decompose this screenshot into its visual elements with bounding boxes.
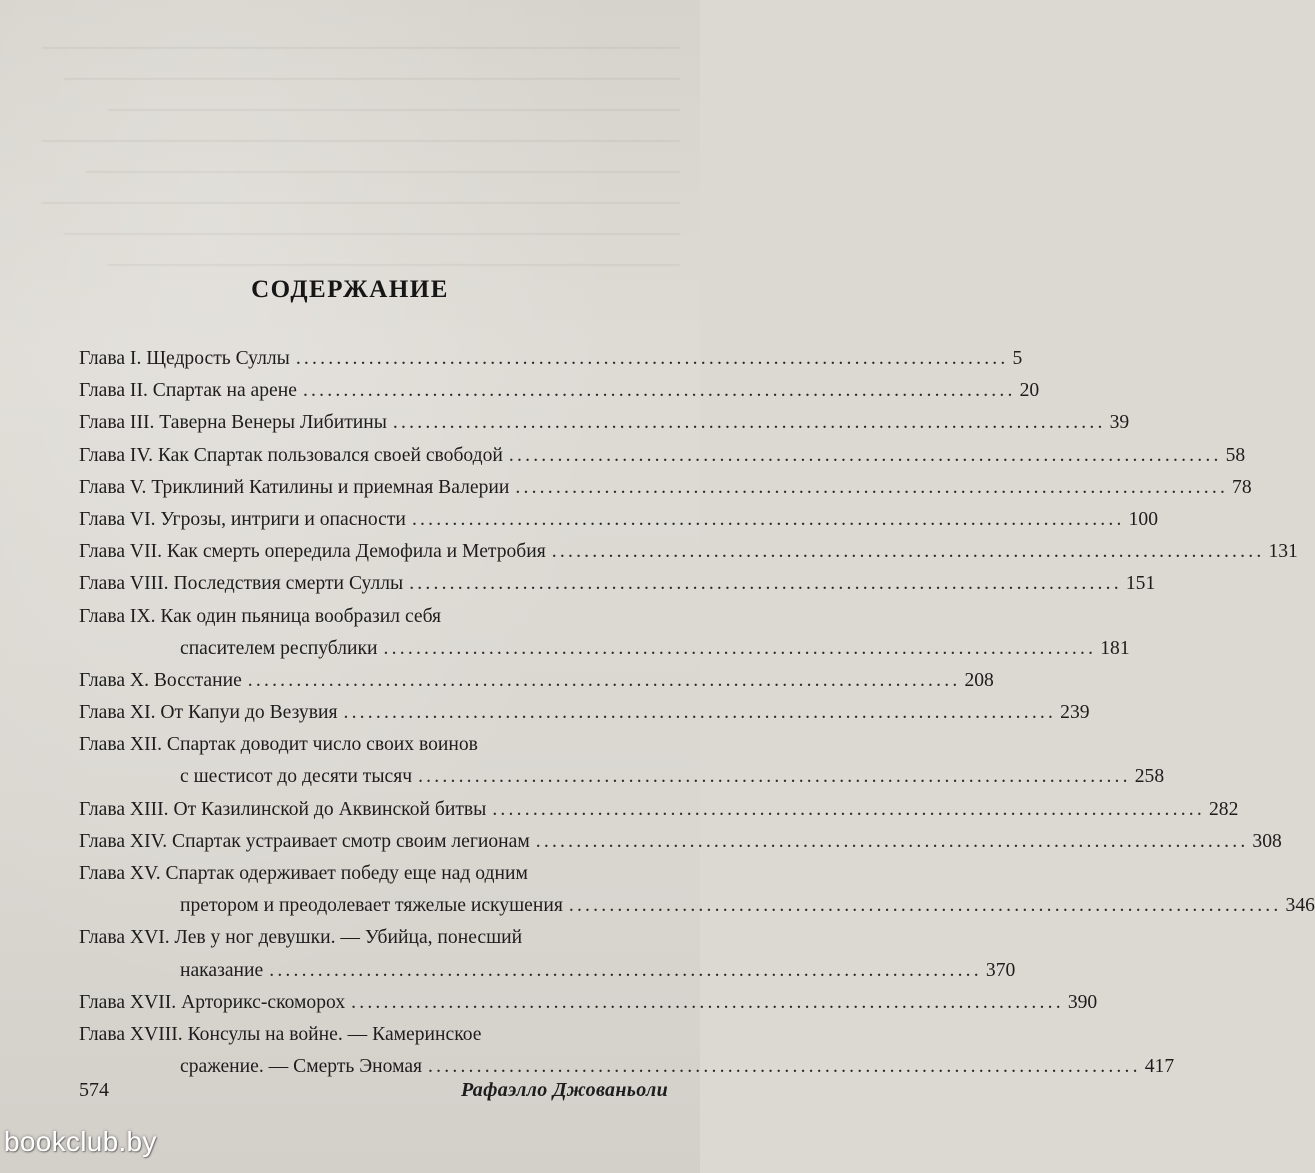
toc-entry-continuation: наказание: [180, 959, 264, 981]
toc-row: [79, 987, 1098, 1019]
toc-row: [79, 440, 1246, 472]
toc-entry-title: Глава XVIII. Консулы на войне. — Камеринское: [79, 1023, 482, 1045]
toc-entry-continuation: спасителем республики: [180, 637, 378, 659]
toc-dot-leader: ........................................................................................: [269, 959, 982, 981]
toc-page-number: 181: [1100, 637, 1130, 659]
toc-row: [79, 665, 994, 697]
toc-entry-continuation: сражение. — Смерть Эномая: [180, 1056, 423, 1078]
toc-page-number: 208: [964, 669, 994, 691]
toc-dot-leader: ........................................................................................: [515, 476, 1229, 498]
watermark: bookclub.by: [4, 1126, 157, 1157]
footer-page-number: 574: [79, 1079, 109, 1101]
toc-row: [79, 1019, 668, 1051]
show-through-text: ————————————————————————————— ———————————————————————————— —————————————————————————— ————————————————————————————— ——————————————————————————— ————————————————————————————— ———————————————————————————— ——————————————————————————: [42, 33, 680, 275]
toc-page-number: 100: [1128, 508, 1158, 530]
toc-row: [79, 343, 1023, 375]
toc-entry-continuation: претором и преодолевает тяжелые искушения: [180, 895, 563, 917]
page-footer: [79, 1079, 668, 1109]
toc-page-number: 346: [1285, 895, 1315, 917]
toc-row: [79, 504, 1158, 536]
toc-entry-title: Глава VI. Угрозы, интриги и опасности: [79, 508, 406, 530]
toc-page-number: 20: [1019, 380, 1040, 402]
toc-dot-leader: ........................................................................................: [492, 798, 1205, 820]
toc-dot-leader: ........................................................................................: [409, 573, 1122, 595]
toc-entry-title: Глава VII. Как смерть опередила Демофила и Метробия: [79, 541, 546, 563]
toc-row: [79, 890, 1315, 922]
toc-row: [79, 536, 1298, 568]
toc-entry-title: Глава XVII. Арторикс-скоморох: [79, 991, 346, 1013]
toc-page-number: 78: [1232, 476, 1252, 498]
toc-page-number: 239: [1060, 702, 1090, 724]
toc-row: [79, 375, 1040, 407]
toc-row: [79, 633, 1130, 665]
toc-row: [79, 858, 668, 890]
toc-dot-leader: ........................................................................................: [247, 669, 961, 691]
toc-dot-leader: ........................................................................................: [535, 830, 1249, 852]
toc-entry-title: Глава IX. Как один пьяница вообразил себя: [79, 605, 442, 627]
footer-author: Рафаэлло Джованьоли: [461, 1079, 668, 1101]
toc-row: [79, 729, 668, 761]
toc-page-number: 5: [1012, 348, 1023, 369]
toc-page-number: 258: [1134, 766, 1165, 788]
toc-dot-leader: ........................................................................................: [295, 348, 1009, 369]
toc-entry-title: Глава III. Таверна Венеры Либитины: [79, 412, 387, 434]
contents-heading: СОДЕРЖАНИЕ: [251, 276, 449, 303]
toc-row: [79, 697, 1090, 729]
toc-dot-leader: ........................................................................................: [568, 895, 1282, 917]
toc-dot-leader: ........................................................................................: [343, 702, 1057, 724]
toc-row: [79, 922, 668, 954]
toc-dot-leader: ........................................................................................: [411, 508, 1125, 530]
toc-page-number: 131: [1268, 541, 1298, 563]
toc-entry-title: Глава XII. Спартак доводит число своих воинов: [79, 734, 478, 756]
toc-entry-title: Глава XV. Спартак одерживает победу еще над одним: [79, 863, 528, 884]
toc-dot-leader: ........................................................................................: [428, 1056, 1141, 1078]
toc-page-number: 282: [1209, 798, 1239, 820]
toc-dot-leader: ........................................................................................: [392, 412, 1106, 434]
toc-row: [79, 955, 1016, 987]
toc-page-number: 308: [1252, 830, 1282, 852]
toc-entry-title: Глава IV. Как Спартак пользовался своей свободой: [79, 444, 503, 466]
toc-entry-title: Глава X. Восстание: [79, 669, 242, 691]
toc-entry-title: Глава XIII. От Казилинской до Аквинской битвы: [79, 798, 487, 820]
toc-page-number: 39: [1109, 412, 1130, 434]
toc-dot-leader: ........................................................................................: [508, 444, 1222, 466]
toc-entry-title: Глава XI. От Капуи до Везувия: [79, 702, 338, 724]
toc-row: [79, 568, 1156, 600]
toc-page-number: 390: [1067, 991, 1098, 1013]
toc-page-number: 370: [985, 959, 1016, 981]
toc-page-number: 151: [1125, 573, 1156, 595]
toc-row: [79, 472, 1252, 504]
toc-dot-leader: ........................................................................................: [302, 380, 1016, 402]
toc-entry-title: Глава I. Щедрость Суллы: [79, 348, 290, 369]
toc-entry-title: Глава VIII. Последствия смерти Суллы: [79, 573, 404, 595]
toc-page-number: 58: [1225, 444, 1246, 466]
toc-entry-title: Глава II. Спартак на арене: [79, 380, 297, 402]
toc-dot-leader: ........................................................................................: [351, 991, 1064, 1013]
toc-row: [79, 601, 668, 633]
table-of-contents: [79, 343, 1315, 1083]
toc-row: [79, 826, 1282, 858]
toc-row: [79, 407, 1130, 439]
toc-row: [79, 794, 1239, 826]
toc-row: [79, 761, 1165, 793]
toc-entry-title: Глава XVI. Лев у ног девушки. — Убийца, понесший: [79, 927, 523, 949]
toc-entry-title: Глава XIV. Спартак устраивает смотр своим легионам: [79, 830, 530, 852]
toc-dot-leader: ........................................................................................: [383, 637, 1097, 659]
toc-entry-continuation: с шестисот до десяти тысяч: [180, 766, 413, 788]
toc-dot-leader: ........................................................................................: [551, 541, 1265, 563]
toc-dot-leader: ........................................................................................: [418, 766, 1131, 788]
toc-entry-title: Глава V. Триклиний Катилины и приемная Валерии: [79, 476, 510, 498]
toc-page-number: 417: [1144, 1056, 1175, 1078]
